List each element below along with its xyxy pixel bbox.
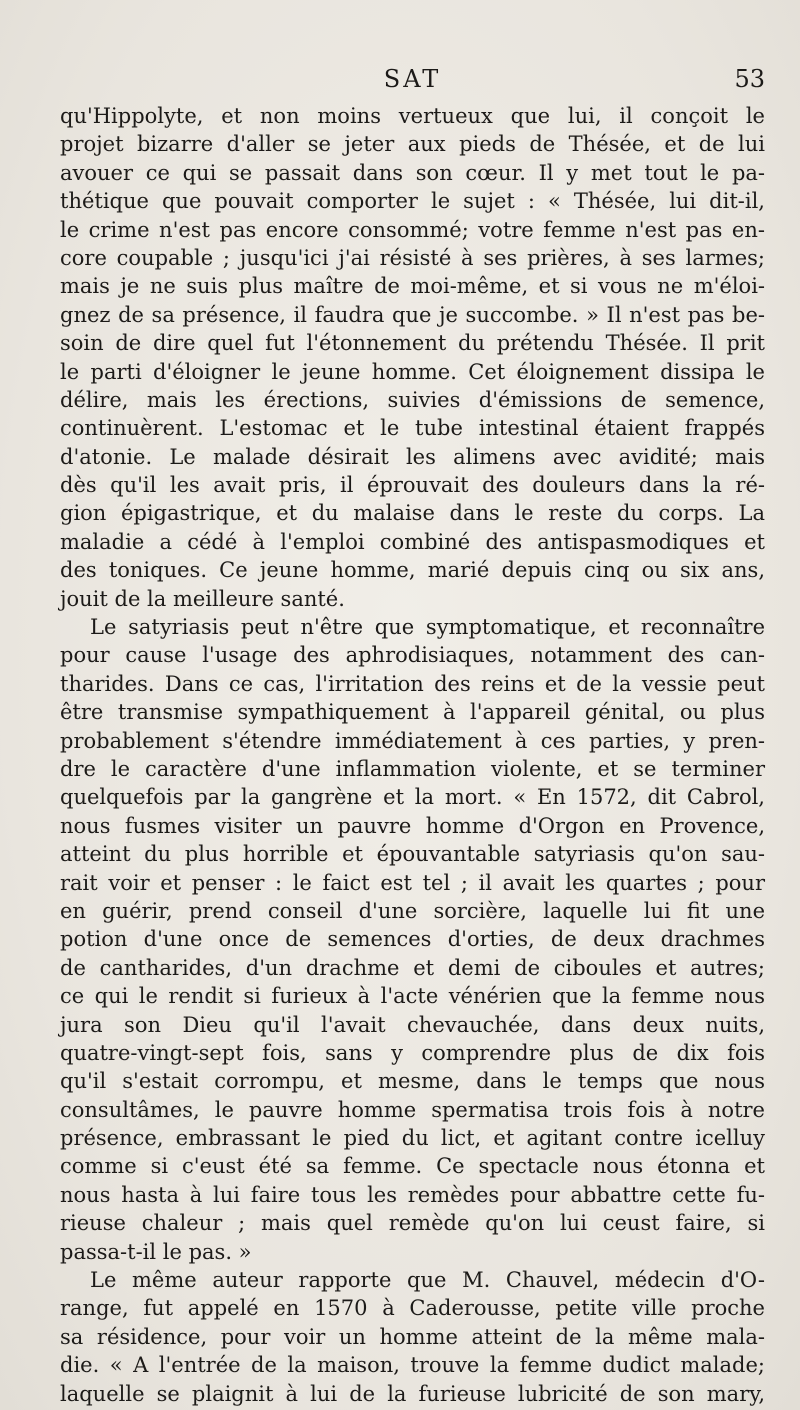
text-line: qu'il s'estait corrompu, et mesme, dans le temps que nous [60, 1069, 765, 1094]
text-line: quelquefois par la gangrène et la mort. « En 1572, dit Cabrol, [60, 785, 765, 810]
running-head [60, 62, 765, 96]
text-line: core coupable ; jusqu'ici j'ai résisté à ses prières, à ses larmes; [60, 245, 765, 270]
text-line: projet bizarre d'aller se jeter aux pieds de Thésée, et de lui [60, 132, 765, 157]
body-text [60, 102, 765, 1408]
text-line: potion d'une once de semences d'orties, de deux drachmes [60, 927, 765, 952]
text-line: continuèrent. L'estomac et le tube intestinal étaient frappés [60, 416, 765, 441]
text-line: des toniques. Ce jeune homme, marié depuis cinq ou six ans, [60, 558, 765, 583]
text-line: le crime n'est pas encore consommé; votre femme n'est pas en- [60, 217, 765, 242]
text-line: die. « A l'entrée de la maison, trouve la femme dudict malade; [60, 1353, 765, 1378]
text-line: nous hasta à lui faire tous les remèdes pour abbattre cette fu- [60, 1182, 765, 1207]
text-line: rait voir et penser : le faict est tel ; il avait les quartes ; pour [60, 870, 765, 895]
text-line: dès qu'il les avait pris, il éprouvait des douleurs dans la ré- [60, 473, 765, 498]
text-line: avouer ce qui se passait dans son cœur. Il y met tout le pa- [60, 160, 765, 185]
text-line: gion épigastrique, et du malaise dans le reste du corps. La [60, 501, 765, 526]
text-line: quatre-vingt-sept fois, sans y comprendre plus de dix fois [60, 1040, 765, 1065]
running-head-title: SAT [383, 65, 442, 93]
text-line: en guérir, prend conseil d'une sorcière, laquelle lui fit une [60, 898, 765, 923]
page-number: 53 [734, 65, 765, 93]
text-line: range, fut appelé en 1570 à Caderousse, petite ville proche [60, 1296, 765, 1321]
text-line: Le satyriasis peut n'être que symptomatique, et reconnaître [90, 615, 765, 640]
text-line: jura son Dieu qu'il l'avait chevauchée, dans deux nuits, [60, 1012, 765, 1037]
text-line: tharides. Dans ce cas, l'irritation des reins et de la vessie peut [60, 671, 765, 696]
text-line: présence, embrassant le pied du lict, et agitant contre icelluy [60, 1126, 765, 1151]
text-line: d'atonie. Le malade désirait les alimens avec avidité; mais [60, 444, 765, 469]
text-line: thétique que pouvait comporter le sujet : « Thésée, lui dit-il, [60, 189, 765, 214]
text-line: ce qui le rendit si furieux à l'acte vénérien que la femme nous [60, 984, 765, 1009]
text-line: qu'Hippolyte, et non moins vertueux que lui, il conçoit le [60, 104, 765, 128]
text-line: dre le caractère d'une inflammation violente, et se terminer [60, 756, 765, 781]
text-line: comme si c'eust été sa femme. Ce spectacle nous étonna et [60, 1154, 765, 1179]
text-line: le parti d'éloigner le jeune homme. Cet éloignement dissipa le [60, 359, 765, 384]
text-line: jouit de la meilleure santé. [60, 586, 345, 611]
text-line: nous fusmes visiter un pauvre homme d'Orgon en Provence, [60, 813, 765, 838]
text-line: sa résidence, pour voir un homme atteint de la même mala- [60, 1324, 765, 1349]
text-line: atteint du plus horrible et épouvantable satyriasis qu'on sau- [60, 842, 765, 867]
text-line: être transmise sympathiquement à l'appareil génital, ou plus [60, 700, 765, 725]
text-line: pour cause l'usage des aphrodisiaques, notamment des can- [60, 643, 765, 668]
text-line: rieuse chaleur ; mais quel remède qu'on lui ceust faire, si [60, 1211, 765, 1236]
text-line: probablement s'étendre immédiatement à ces parties, y pren- [60, 728, 765, 753]
text-line: passa-t-il le pas. » [60, 1239, 252, 1264]
text-line: consultâmes, le pauvre homme spermatisa trois fois à notre [60, 1097, 765, 1122]
text-line: laquelle se plaignit à lui de la furieuse lubricité de son mary, [60, 1381, 765, 1406]
text-line: maladie a cédé à l'emploi combiné des antispasmodiques et [60, 529, 765, 554]
text-line: mais je ne suis plus maître de moi-même, et si vous ne m'éloi- [60, 274, 765, 299]
text-line: délire, mais les érections, suivies d'émissions de semence, [60, 387, 765, 412]
text-line: Le même auteur rapporte que M. Chauvel, médecin d'O- [90, 1268, 765, 1293]
text-line: de cantharides, d'un drachme et demi de ciboules et autres; [60, 955, 765, 980]
text-line: soin de dire quel fut l'étonnement du prétendu Thésée. Il prit [60, 331, 765, 356]
text-line: gnez de sa présence, il faudra que je succombe. » Il n'est pas be- [60, 302, 765, 327]
